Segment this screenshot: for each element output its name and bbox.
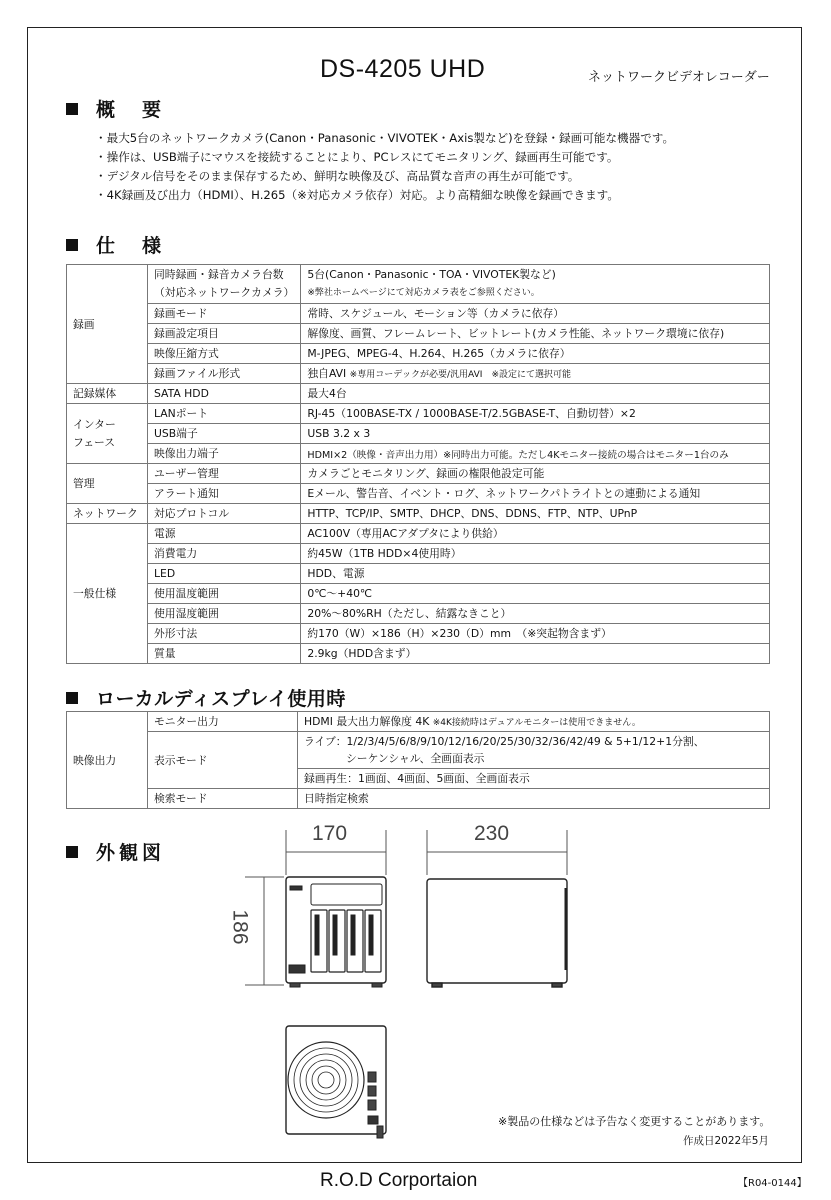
spec-value: M-JPEG、MPEG-4、H.264、H.265（カメラに依存）: [301, 344, 770, 364]
spec-value: RJ-45（100BASE-TX / 1000BASE-T/2.5GBASE-T、自動切替）×2: [301, 404, 770, 424]
overview-bullet: ・デジタル信号をそのまま保存するため、鮮明な映像及び、高品質な音声の再生が可能です。: [95, 169, 580, 183]
spec-item: 使用温度範囲: [148, 584, 301, 604]
square-bullet-icon: [66, 103, 78, 115]
local-value-line: シーケンシャル、全画面表示: [346, 752, 485, 765]
spec-value: 約170（W）×186（H）×230（D）mm （※突起物含まず）: [301, 624, 770, 644]
local-category: 映像出力: [67, 712, 148, 809]
square-bullet-icon: [66, 846, 78, 858]
document-code: 【R04-0144】: [738, 1178, 807, 1189]
local-display-heading-text: ローカルディスプレイ使用時: [96, 688, 346, 710]
table-row: [67, 504, 770, 524]
exterior-heading-text: 外観図: [96, 842, 166, 864]
spec-value: 約45W（1TB HDD×4使用時）: [301, 544, 770, 564]
spec-item: LANポート: [148, 404, 301, 424]
overview-bullet: ・操作は、USB端子にマウスを接続することにより、PCレスにてモニタリング、録画再生可能です。: [95, 150, 619, 164]
square-bullet-icon: [66, 692, 78, 704]
spec-item: SATA HDD: [148, 384, 301, 404]
exterior-drawing: [240, 830, 580, 1160]
spec-table: [66, 264, 770, 664]
table-row: [67, 484, 770, 504]
company-name: R.O.D Corportaion: [320, 1170, 478, 1191]
table-row: [67, 265, 770, 304]
created-date: 作成日2022年5月: [683, 1135, 769, 1147]
table-row: [67, 712, 770, 732]
spec-item: 消費電力: [148, 544, 301, 564]
dim-depth-label: 230: [474, 822, 510, 845]
table-row: [67, 444, 770, 464]
spec-heading-text: 仕 様: [96, 235, 166, 257]
spec-category: [67, 404, 148, 464]
table-row: [67, 584, 770, 604]
spec-category-line: インター: [73, 417, 116, 431]
local-value-main: HDMI 最大出力解像度 4K: [304, 715, 430, 728]
local-item: モニター出力: [148, 712, 298, 732]
spec-category: 管理: [67, 464, 148, 504]
table-row: [67, 524, 770, 544]
spec-item: 対応プロトコル: [148, 504, 301, 524]
spec-value-line: 5台(Canon・Panasonic・TOA・VIVOTEK製など): [307, 268, 556, 281]
spec-item: 録画ファイル形式: [148, 364, 301, 384]
spec-item-line: 同時録画・録音カメラ台数: [154, 268, 284, 281]
product-title: DS-4205 UHD: [320, 55, 486, 83]
spec-value: 20%～80%RH（ただし、結露なきこと）: [301, 604, 770, 624]
spec-value: 2.9kg（HDD含まず）: [301, 644, 770, 664]
spec-value-note: ※弊社ホームページにて対応カメラ表をご参照ください。: [307, 288, 540, 298]
side-view: [427, 879, 567, 987]
table-row: [67, 604, 770, 624]
dim-height-label: 186: [228, 909, 252, 945]
spec-value: HTTP、TCP/IP、SMTP、DHCP、DNS、DDNS、FTP、NTP、UPnP: [301, 504, 770, 524]
spec-value: Eメール、警告音、イベント・ログ、ネットワークパトライトとの連動による通知: [301, 484, 770, 504]
dim-width-label: 170: [312, 822, 348, 845]
spec-category: 一般仕様: [67, 524, 148, 664]
spec-item: USB端子: [148, 424, 301, 444]
local-value: [298, 712, 770, 732]
product-subtitle: ネットワークビデオレコーダー: [588, 70, 770, 85]
overview-heading: [66, 95, 165, 122]
spec-item: 録画設定項目: [148, 324, 301, 344]
spec-item: 使用湿度範囲: [148, 604, 301, 624]
table-row: [67, 364, 770, 384]
spec-category: ネットワーク: [67, 504, 148, 524]
local-value: [298, 732, 770, 769]
spec-value: [301, 364, 770, 384]
spec-category-line: フェース: [73, 435, 116, 449]
spec-item: 外形寸法: [148, 624, 301, 644]
overview-bullet: ・最大5台のネットワークカメラ(Canon・Panasonic・VIVOTEK・Axis製など)を登録・録画可能な機器です。: [95, 131, 675, 145]
local-value: 録画再生：1画面、4画面、5画面、全画面表示: [298, 769, 770, 789]
local-value: 日時指定検索: [298, 789, 770, 809]
local-display-table: [66, 711, 770, 809]
disclaimer-note: ※製品の仕様などは予告なく変更することがあります。: [498, 1115, 771, 1128]
table-row: [67, 789, 770, 809]
spec-item: 映像圧縮方式: [148, 344, 301, 364]
spec-value: カメラごとモニタリング、録画の権限他設定可能: [301, 464, 770, 484]
spec-value: 最大4台: [301, 384, 770, 404]
table-row: [67, 564, 770, 584]
table-row: [67, 424, 770, 444]
spec-item: 電源: [148, 524, 301, 544]
spec-item: 録画モード: [148, 304, 301, 324]
local-value-line: ライブ：1/2/3/4/5/6/8/9/10/12/16/20/25/30/32/36/42/49 & 5+1/12+1分割、: [304, 735, 705, 748]
spec-category: 録画: [67, 265, 148, 384]
table-row: [67, 464, 770, 484]
spec-value: HDMI×2（映像・音声出力用）※同時出力可能。ただし4Kモニター接続の場合はモニター1台のみ: [301, 444, 770, 464]
table-row: [67, 324, 770, 344]
local-item: 検索モード: [148, 789, 298, 809]
spec-value-note: ※専用コーデックが必要/汎用AVI ※設定にて選択可能: [349, 370, 571, 380]
spec-value: 常時、スケジュール、モーション等（カメラに依存）: [301, 304, 770, 324]
spec-item-line: （対応ネットワークカメラ）: [154, 286, 295, 299]
spec-value: HDD、電源: [301, 564, 770, 584]
exterior-heading: [66, 838, 165, 865]
spec-category: 記録媒体: [67, 384, 148, 404]
spec-value: AC100V（専用ACアダプタにより供給）: [301, 524, 770, 544]
overview-bullets: [95, 129, 674, 205]
table-row: [67, 644, 770, 664]
spec-item: 映像出力端子: [148, 444, 301, 464]
spec-item: [148, 265, 301, 304]
spec-value-main: 独自AVI: [307, 367, 347, 380]
spec-item: ユーザー管理: [148, 464, 301, 484]
spec-value: 0℃～+40℃: [301, 584, 770, 604]
local-item: 表示モード: [148, 732, 298, 789]
table-row: [67, 344, 770, 364]
front-view: [286, 877, 386, 987]
square-bullet-icon: [66, 239, 78, 251]
table-row: [67, 404, 770, 424]
table-row: [67, 544, 770, 564]
local-value-note: ※4K接続時はデュアルモニターは使用できません。: [432, 718, 641, 728]
table-row: [67, 732, 770, 769]
overview-bullet: ・4K録画及び出力（HDMI）、H.265（※対応カメラ依存）対応。より高精細な映像を録画できます。: [95, 188, 619, 202]
local-display-heading: [66, 684, 346, 711]
spec-value: 解像度、画質、フレームレート、ビットレート(カメラ性能、ネットワーク環境に依存): [301, 324, 770, 344]
spec-item: LED: [148, 564, 301, 584]
table-row: [67, 384, 770, 404]
spec-value: [301, 265, 770, 304]
table-row: [67, 624, 770, 644]
spec-item: アラート通知: [148, 484, 301, 504]
rear-view: [286, 1026, 386, 1138]
table-row: [67, 304, 770, 324]
spec-value: USB 3.2 x 3: [301, 424, 770, 444]
spec-heading: [66, 231, 165, 258]
overview-heading-text: 概 要: [96, 99, 166, 121]
spec-item: 質量: [148, 644, 301, 664]
